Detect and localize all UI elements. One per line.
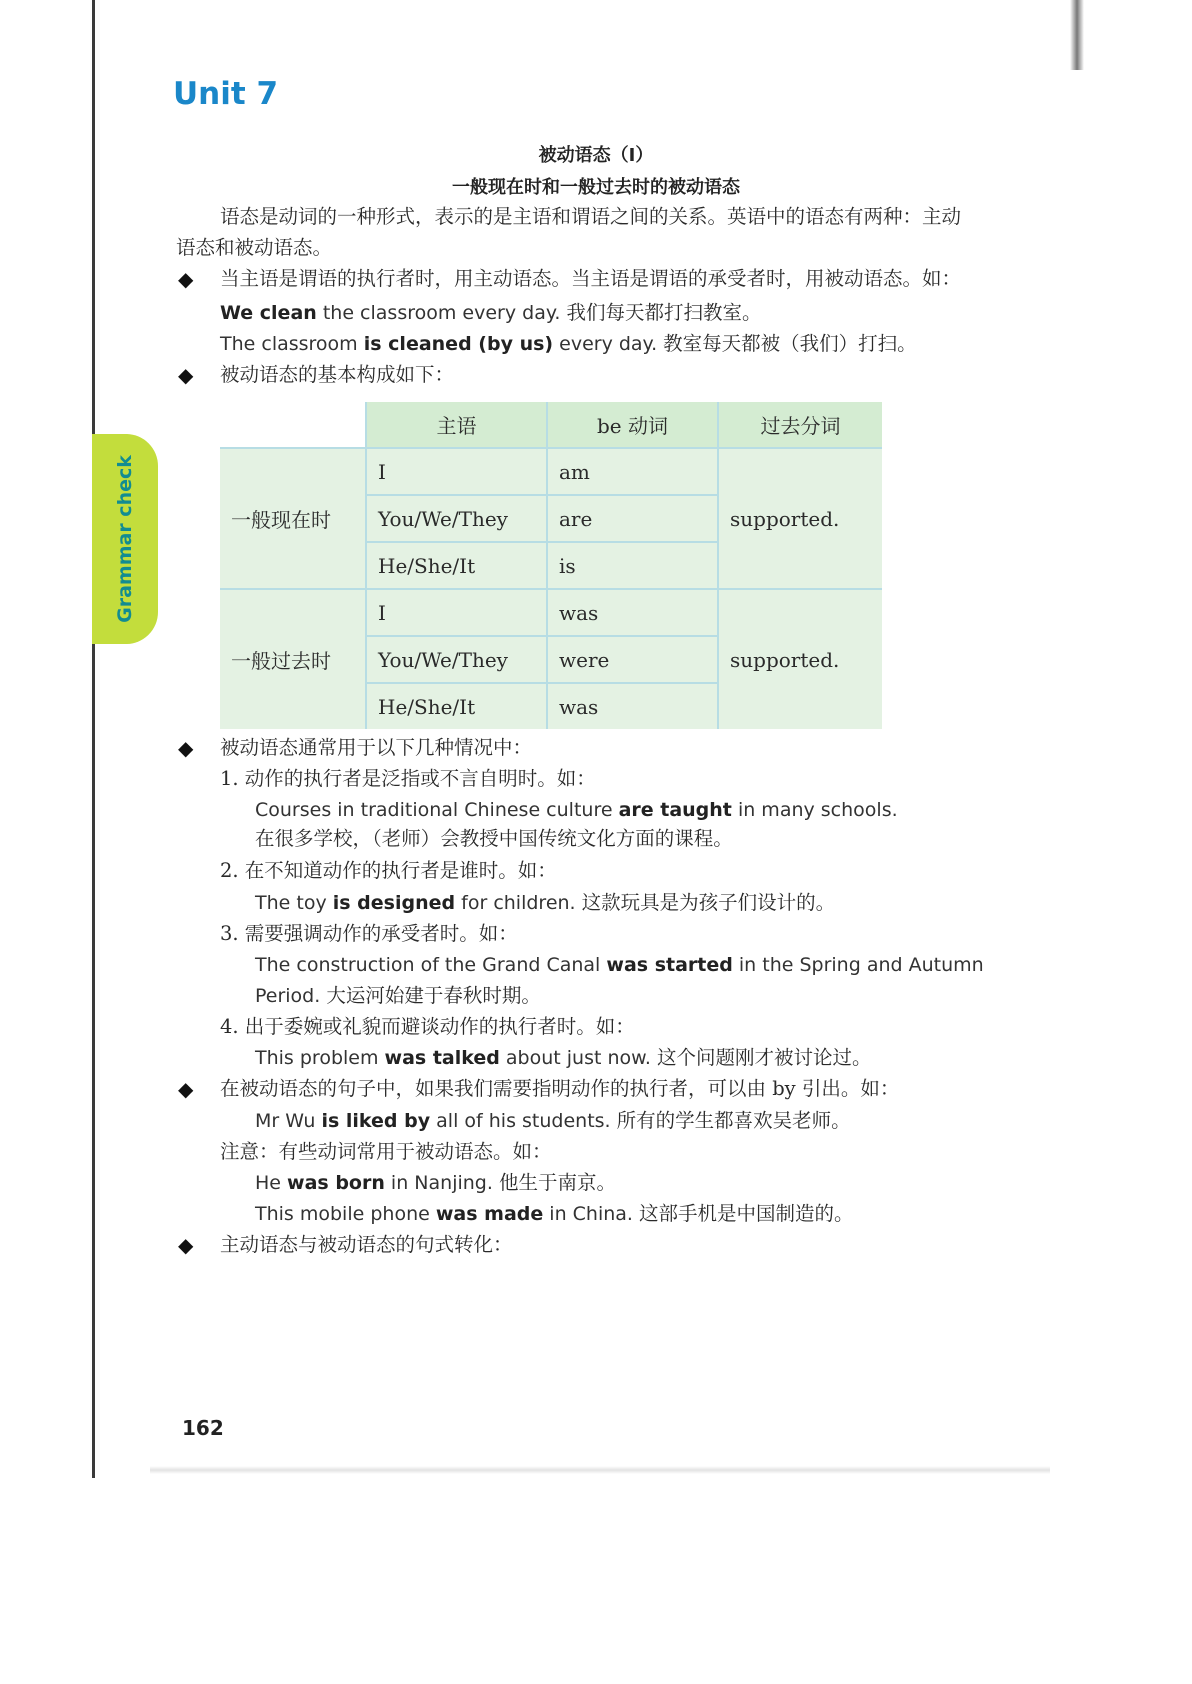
example-highlight: is cleaned (by us) — [363, 333, 554, 355]
page-number: 162 — [182, 1416, 224, 1440]
example-chinese: 我们每天都打扫教室。 — [566, 301, 762, 324]
example-chinese: 大运河始建于春秋时期。 — [326, 984, 541, 1007]
diamond-bullet-icon: ◆ — [178, 267, 194, 291]
table-cell-be: was — [547, 683, 718, 729]
table-cell-subject: You/We/They — [366, 495, 547, 542]
agent-by-rule: 在被动语态的句子中，如果我们需要指明动作的执行者，可以由 by 引出。如： — [220, 1077, 900, 1100]
example-text: in China. — [543, 1203, 640, 1225]
example-text: for children. — [455, 892, 582, 914]
example-english — [255, 892, 582, 914]
example-text: The classroom — [220, 333, 364, 355]
example-text: Courses in traditional Chinese culture — [255, 799, 619, 821]
example-highlight: was born — [287, 1172, 385, 1194]
scan-mark — [1070, 0, 1084, 70]
diamond-bullet-icon: ◆ — [178, 1233, 194, 1257]
example-sentence — [255, 1045, 872, 1071]
example-chinese: 这款玩具是为孩子们设计的。 — [581, 891, 836, 914]
rule-active-passive: 当主语是谓语的执行者时，用主动语态。当主语是谓语的承受者时，用被动语态。如： — [220, 267, 962, 290]
example-highlight: is liked by — [321, 1110, 431, 1132]
example-english — [220, 333, 663, 355]
usage-intro: 被动语态通常用于以下几种情况中： — [220, 736, 533, 759]
table-cell-be: was — [547, 589, 718, 636]
table-cell-participle: supported. — [718, 589, 882, 729]
grammar-check-tab — [92, 434, 158, 644]
example-chinese: 他生于南京。 — [498, 1171, 616, 1194]
example-text: This mobile phone — [255, 1203, 436, 1225]
example-text: Mr Wu — [255, 1110, 322, 1132]
section-subtitle: 一般现在时和一般过去时的被动语态 — [452, 177, 740, 198]
example-text: the classroom every day. — [316, 302, 567, 324]
example-chinese: 这个问题刚才被讨论过。 — [657, 1046, 872, 1069]
table-cell-subject: You/We/They — [366, 636, 547, 683]
example-highlight: is designed — [332, 892, 456, 914]
conversion-intro: 主动语态与被动语态的句式转化： — [220, 1233, 513, 1256]
example-highlight: was made — [435, 1203, 544, 1225]
intro-line-2: 语态和被动语态。 — [176, 236, 333, 259]
example-sentence — [220, 331, 917, 357]
table-cell-be: am — [547, 448, 718, 495]
tense-label-present: 一般现在时 — [220, 448, 366, 589]
example-text: in many schools. — [731, 799, 898, 821]
table-header-subject: 主语 — [366, 402, 547, 448]
table-cell-be: is — [547, 542, 718, 589]
example-sentence — [255, 797, 898, 823]
example-english: Period. — [255, 985, 327, 1007]
table-cell-be: are — [547, 495, 718, 542]
usage-item-3: 3. 需要强调动作的承受者时。如： — [220, 922, 518, 945]
example-text: This problem — [255, 1047, 385, 1069]
table-header-row — [220, 402, 882, 448]
example-highlight: was started — [606, 954, 733, 976]
example-sentence — [255, 952, 984, 978]
table-header-participle: 过去分词 — [718, 402, 882, 448]
section-title: 被动语态（Ⅰ） — [538, 145, 654, 166]
example-highlight: was talked — [384, 1047, 500, 1069]
table-header-be-verb: be 动词 — [547, 402, 718, 448]
example-text: all of his students. — [430, 1110, 617, 1132]
example-sentence — [255, 1108, 851, 1134]
table-cell-subject: He/She/It — [366, 542, 547, 589]
example-chinese: 教室每天都被（我们）打扫。 — [663, 332, 917, 355]
diamond-bullet-icon: ◆ — [178, 363, 194, 387]
example-text: in Nanjing. — [384, 1172, 499, 1194]
example-chinese: 这部手机是中国制造的。 — [639, 1202, 854, 1225]
tense-label-past: 一般过去时 — [220, 589, 366, 729]
example-text: in the Spring and Autumn — [732, 954, 984, 976]
grammar-check-label: Grammar check — [114, 455, 136, 623]
page-shadow — [150, 1466, 1050, 1474]
example-sentence — [255, 983, 541, 1009]
diamond-bullet-icon: ◆ — [178, 1077, 194, 1101]
example-english — [255, 1203, 639, 1225]
example-chinese: 所有的学生都喜欢吴老师。 — [616, 1109, 851, 1132]
usage-item-4: 4. 出于委婉或礼貌而避谈动作的执行者时。如： — [220, 1015, 635, 1038]
example-english — [255, 1047, 657, 1069]
example-sentence — [220, 300, 761, 326]
diamond-bullet-icon: ◆ — [178, 736, 194, 760]
example-text: He — [255, 1172, 288, 1194]
example-text: every day. — [553, 333, 664, 355]
example-text: The toy — [255, 892, 333, 914]
example-chinese: 在很多学校，（老师）会教授中国传统文化方面的课程。 — [255, 827, 733, 850]
passive-structure-table — [220, 402, 882, 729]
structure-intro: 被动语态的基本构成如下： — [220, 363, 455, 386]
example-sentence — [255, 1170, 616, 1196]
example-english — [255, 1110, 617, 1132]
table-cell-be: were — [547, 636, 718, 683]
page-edge — [92, 0, 95, 1478]
example-english — [255, 799, 898, 821]
unit-title: Unit 7 — [173, 76, 279, 112]
example-english — [255, 1172, 499, 1194]
table-cell-participle: supported. — [718, 448, 882, 589]
table-corner — [220, 402, 366, 448]
example-text: about just now. — [499, 1047, 658, 1069]
usage-item-2: 2. 在不知道动作的执行者是谁时。如： — [220, 859, 557, 882]
intro-line-1: 语态是动词的一种形式，表示的是主语和谓语之间的关系。英语中的语态有两种：主动 — [220, 205, 962, 228]
note-line: 注意：有些动词常用于被动语态。如： — [220, 1140, 552, 1163]
example-highlight: are taught — [618, 799, 732, 821]
table-row — [220, 589, 882, 636]
example-english — [255, 954, 984, 976]
table-cell-subject: I — [366, 448, 547, 495]
table-row — [220, 448, 882, 495]
example-highlight: We clean — [220, 302, 317, 324]
example-sentence — [255, 1201, 854, 1227]
table-cell-subject: I — [366, 589, 547, 636]
example-sentence — [255, 890, 835, 916]
example-text: The construction of the Grand Canal — [255, 954, 607, 976]
usage-item-1: 1. 动作的执行者是泛指或不言自明时。如： — [220, 767, 596, 790]
table-cell-subject: He/She/It — [366, 683, 547, 729]
example-english — [220, 302, 566, 324]
